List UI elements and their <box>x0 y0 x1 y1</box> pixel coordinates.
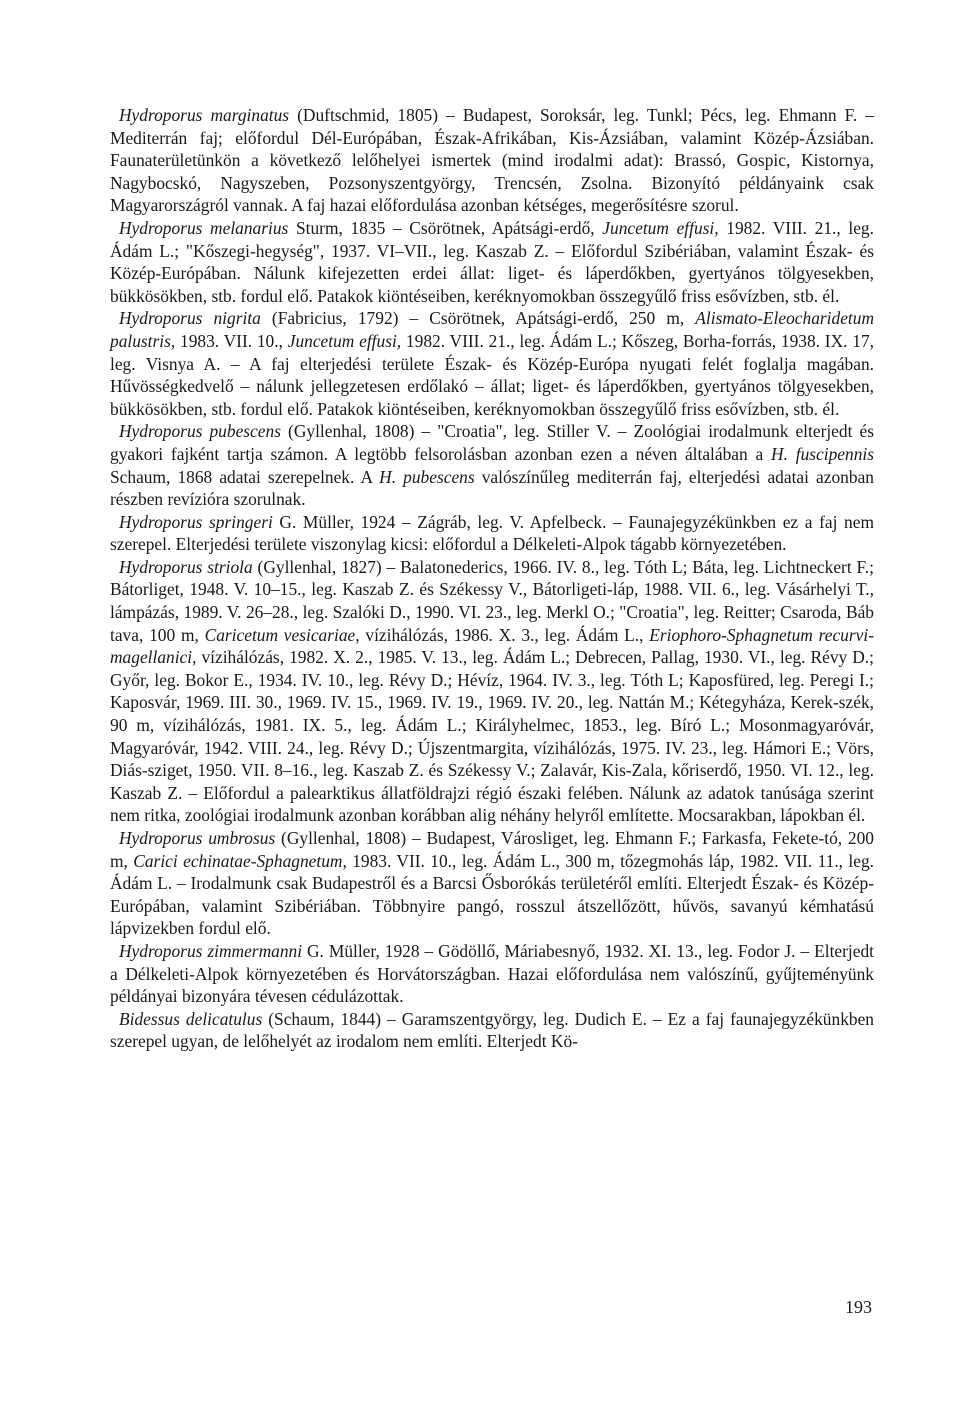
entry-text: 1982. VIII. 21., leg. Ádám L.; "Kőszegi-hegység", 1937. VI–VII., leg. Kaszab Z. – Előfordul Szibériában, valamint Észak- és Közép-Európában. Nálunk kifejezetten erdei állat: liget- és láperdőkben, gyertyános tölgyesekben, bükkösökben, stb. fordul elő. Patakok kiöntéseiben, keréknyomokban összegyűlő friss esővízben, stb. él. <box>110 217 874 306</box>
taxon-name: Hydroporus umbrosus <box>119 828 276 848</box>
taxon-name: Hydroporus marginatus <box>119 105 290 125</box>
entry-text: Schaum, 1868 adatai szerepelnek. A <box>110 466 380 487</box>
entry-text: (Duftschmid, 1805) – Budapest, Soroksár, leg. Tunkl; Pécs, leg. Ehmann F. – Mediterrán faj; előfordul Dél-Európában, Észak-Afrikában, Kis-Ázsiában, valamint Közép-Ázsiában. Faunaterületünkön a következő lelőhelyei ismertek (mind irodalmi adat): Brassó, Gospic, Kistornya, Nagybocskó, Nagyszeben, Pozsonyszentgyörgy, Trencsén, Zsolna. Bizonyító példányaink csak Magyarországról vannak. A faj hazai előfordulása azonban kétséges, megerősítésre szorul. <box>110 105 874 216</box>
taxon-name: Hydroporus zimmermanni <box>119 940 303 961</box>
taxon-name: Caricetum vesicariae, <box>204 624 360 645</box>
taxon-name: Alismato-Eleocharidetum palustris, <box>110 308 875 351</box>
species-entry <box>110 556 874 827</box>
entry-text: vízihálózás, 1986. X. 3., leg. Ádám L., <box>359 624 650 645</box>
species-entry <box>110 307 874 420</box>
entry-text: 1983. VII. 10., <box>175 330 288 351</box>
taxon-name: Bidessus delicatulus <box>119 1008 263 1029</box>
page-number: 193 <box>845 1297 872 1317</box>
species-entry <box>110 104 874 217</box>
entry-text: (Gyllenhal, 1808) – "Croatia", leg. Stiller V. – Zoológiai irodalmunk elterjedt és gyakori fajként tartja számon. A legtöbb felsorolásban azonban ezen a néven általában a <box>110 421 874 464</box>
taxon-name: Carici echinatae-Sphagnetum, <box>133 850 347 871</box>
species-entry <box>110 420 874 510</box>
entry-text: G. Müller, 1924 – Zágráb, leg. V. Apfelbeck. – Faunajegyzékünkben ez a faj nem szerepel. Elterjedési területe viszonylag kicsi: előfordul a Délkeleti-Alpok tágabb környezetében. <box>110 511 874 555</box>
page-body <box>110 104 874 1053</box>
taxon-name: Juncetum effusi, <box>602 217 719 238</box>
entry-text: valószínűleg mediterrán faj, elterjedési adatai azonban részben revízióra szorulnak. <box>110 466 874 510</box>
taxon-name: Juncetum effusi, <box>287 330 402 351</box>
taxon-name: Hydroporus nigrita <box>119 308 261 329</box>
taxon-name: H. fuscipennis <box>771 443 874 464</box>
species-entry <box>110 1008 874 1053</box>
taxon-name: Hydroporus striola <box>119 556 253 577</box>
species-entry <box>110 940 874 1008</box>
entry-text: 1983. VII. 10., leg. Ádám L., 300 m, tőzegmohás láp, 1982. VII. 11., leg. Ádám L. – Irodalmunk csak Budapestről és a Barcsi Ősborókás területéről említi. Elterjedt Észak- és Közép-Európában, valamint Szibériában. Többnyire pangó, rosszul átszellőzött, hűvös, savanyú kémhatású lápvizekben fordul elő. <box>110 850 874 939</box>
entry-text: Sturm, 1835 – Csörötnek, Apátsági-erdő, <box>288 217 603 238</box>
entry-text: (Gyllenhal, 1827) – Balatonederics, 1966. IV. 8., leg. Tóth L; Báta, leg. Lichtneckert F.; Bátorliget, 1948. V. 10–15., leg. Kaszab Z. és Székessy V., Bátorligeti-láp, 1988. VII. 6., leg. Vásárhelyi T., lámpázás, 1989. V. 26–28., leg. Szalóki D., 1990. VI. 23., leg. Merkl O.; "Croatia", leg. Reitter; Csaroda, Báb tava, 100 m, <box>110 556 874 645</box>
entry-text: (Gyllenhal, 1808) – Budapest, Városliget, leg. Ehmann F.; Farkasfa, Fekete-tó, 200 m, <box>110 828 875 871</box>
entry-text: (Fabricius, 1792) – Csörötnek, Apátsági-erdő, 250 m, <box>260 308 696 329</box>
entry-text: G. Müller, 1928 – Gödöllő, Máriabesnyő, 1932. XI. 13., leg. Fodor J. – Elterjedt a Délkeleti-Alpok környezetében és Horvátországban. Hazai előfordulása nem valószínű, gyűjteményünk példányai bizonyára tévesen cédulázottak. <box>110 940 874 1007</box>
species-entry <box>110 511 874 556</box>
taxon-name: Hydroporus pubescens <box>119 421 281 442</box>
species-entry <box>110 827 874 940</box>
taxon-name: H. pubescens <box>379 466 475 487</box>
taxon-name: Hydroporus melanarius <box>119 217 289 238</box>
entry-text: (Schaum, 1844) – Garamszentgyörgy, leg. Dudich E. – Ez a faj faunajegyzékünkben szerepel ugyan, de lelőhelyét az irodalom nem említi. Elterjedt Kö- <box>110 1008 874 1052</box>
entry-text: 1982. VIII. 21., leg. Ádám L.; Kőszeg, Borha-forrás, 1938. IX. 17, leg. Visnya A. – A faj elterjedési területe Észak- és Közép-Európa nyugati felét foglalja magában. Hűvösségkedvelő – nálunk jellegzetesen erdőlakó – állat; liget- és láperdőkben, gyertyános tölgyesekben, bükkösökben, stb. fordul elő. Patakok kiöntéseiben, keréknyomokban összegyűlő friss esővízben, stb. él. <box>110 330 874 419</box>
species-entry <box>110 217 874 307</box>
taxon-name: Hydroporus springeri <box>119 511 273 532</box>
taxon-name: Eriophoro-Sphagnetum recurvi-magellanici, <box>110 624 874 668</box>
entry-text: vízihálózás, 1982. X. 2., 1985. V. 13., leg. Ádám L.; Debrecen, Pallag, 1930. VI., leg. Révy D.; Győr, leg. Bokor E., 1934. IV. 10., leg. Révy D.; Hévíz, 1964. IV. 3., leg. Tóth L; Kaposfüred, leg. Peregi I.; Kaposvár, 1969. III. 30., 1969. IV. 15., 1969. IV. 19., 1969. IV. 20., leg. Nattán M.; Kétegyháza, Kerek-szék, 90 m, vízihálózás, 1981. IX. 5., leg. Ádám L.; Királyhelmec, 1853., leg. Bíró L.; Mosonmagyaróvár, Magyaróvár, 1942. VIII. 24., leg. Révy D.; Újszentmargita, vízihálózás, 1975. IV. 23., leg. Hámori E.; Vörs, Diás-sziget, 1950. VII. 8–16., leg. Kaszab Z. és Székessy V.; Zalavár, Kis-Zala, kőriserdő, 1950. VI. 12., leg. Kaszab Z. – Előfordul a palearktikus állatföldrajzi régió északi felében. Nálunk az adatok tanúsága szerint nem ritka, zoológiai irodalmunk azonban korábban alig néhány helyről említette. Mocsarakban, lápokban él. <box>110 647 874 826</box>
